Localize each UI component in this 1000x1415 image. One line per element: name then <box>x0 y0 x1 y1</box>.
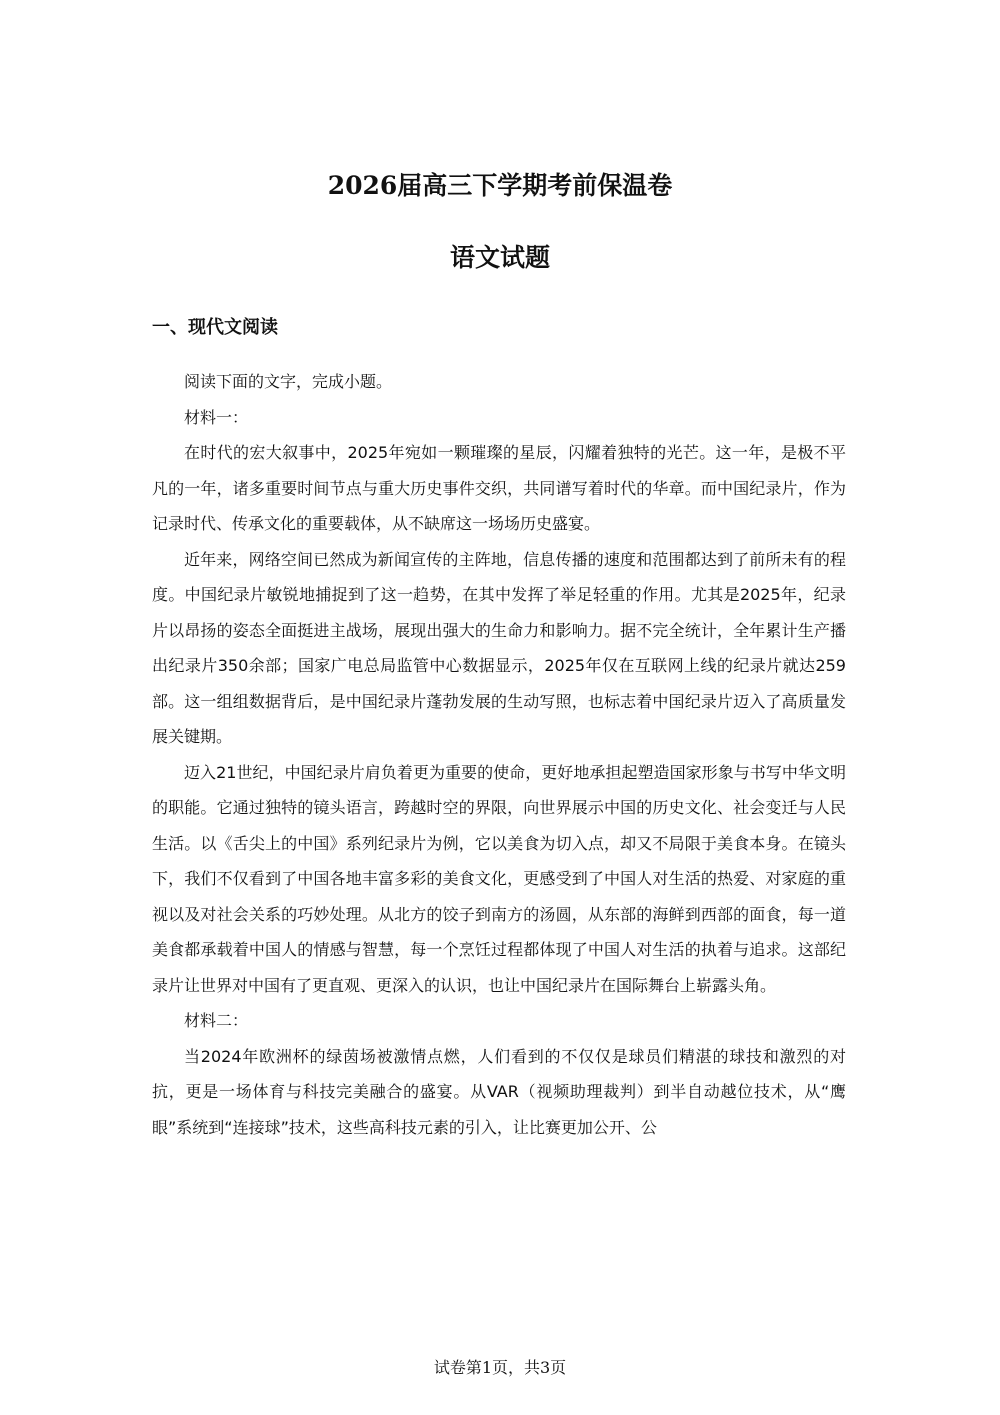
passage-paragraph: 当2024年欧洲杯的绿茵场被激情点燃，人们看到的不仅仅是球员们精湛的球技和激烈的对抗，更是一场体育与科技完美融合的盛宴。从VAR（视频助理裁判）到半自动越位技术，从“鹰眼”系统到“连接球”技术，这些高科技元素的引入，让比赛更加公开、公 <box>152 1046 846 1137</box>
exam-subject-title: 语文试题 <box>449 243 550 272</box>
material-two-label: 材料二： <box>184 1011 249 1030</box>
page-footer: 试卷第1页，共3页 <box>433 1358 567 1377</box>
passage-paragraph: 近年来，网络空间已然成为新闻宣传的主阵地，信息传播的速度和范围都达到了前所未有的程度。中国纪录片敏锐地捕捉到了这一趋势，在其中发挥了举足轻重的作用。尤其是2025年，纪录片以昂扬的姿态全面挺进主战场，展现出强大的生命力和影响力。据不完全统计，全年累计生产播出纪录片350余部；国家广电总局监管中心数据显示，2025年仅在互联网上线的纪录片就达259部。这一组组数据背后，是中国纪录片蓬勃发展的生动写照，也标志着中国纪录片迈入了高质量发展关键期。 <box>152 549 846 746</box>
exam-title: 2026届高三下学期考前保温卷 <box>327 171 673 200</box>
section-heading: 一、现代文阅读 <box>152 317 278 338</box>
passage-paragraph: 迈入21世纪，中国纪录片肩负着更为重要的使命，更好地承担起塑造国家形象与书写中华文明的职能。它通过独特的镜头语言，跨越时空的界限，向世界展示中国的历史文化、社会变迁与人民生活。以《舌尖上的中国》系列纪录片为例，它以美食为切入点，却又不局限于美食本身。在镜头下，我们不仅看到了中国各地丰富多彩的美食文化，更感受到了中国人对生活的热爱、对家庭的重视以及对社会关系的巧妙处理。从北方的饺子到南方的汤圆，从东部的海鲜到西部的面食，每一道美食都承载着中国人的情感与智慧，每一个烹饪过程都体现了中国人对生活的执着与追求。这部纪录片让世界对中国有了更直观、更深入的认识，也让中国纪录片在国际舞台上崭露头角。 <box>152 762 846 995</box>
material-one-label: 材料一： <box>184 407 249 427</box>
instruction-paragraph: 阅读下面的文字，完成小题。 <box>184 372 393 391</box>
passage-paragraph: 在时代的宏大叙事中，2025年宛如一颗璀璨的星辰，闪耀着独特的光芒。这一年，是极不平凡的一年，诸多重要时间节点与重大历史事件交织，共同谱写着时代的华章。而中国纪录片，作为记录时代、传承文化的重要载体，从不缺席这一场场历史盛宴。 <box>152 443 846 533</box>
reading-passage <box>152 364 846 1145</box>
